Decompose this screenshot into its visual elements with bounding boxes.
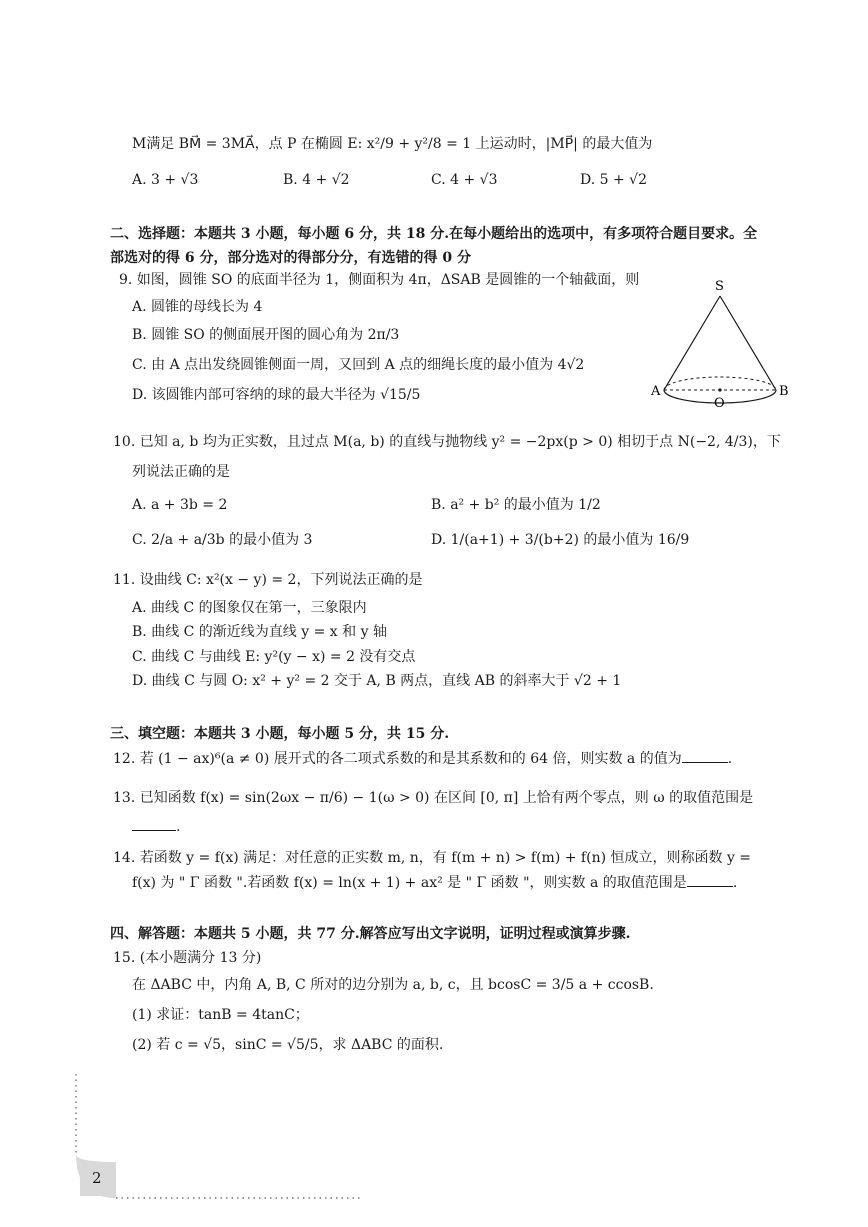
page-number: 2 [92, 1169, 102, 1187]
q14-line2 [132, 873, 737, 893]
q10-option-d: D. 1/(a+1) + 3/(b+2) 的最小值为 16/9 [431, 532, 690, 548]
q12-end: . [727, 751, 733, 767]
label-o: O [714, 396, 725, 411]
q14-line1: 14. 若函数 y = f(x) 满足：对任意的正实数 m, n，有 f(m + n) > f(m) + f(n) 恒成立，则称函数 y = [113, 850, 752, 866]
q15-stem: 在 ΔABC 中，内角 A, B, C 所对的边分别为 a, b, c，且 bcosC = 3/5 a + ccosB. [132, 977, 654, 993]
q9-option-a: A. 圆锥的母线长为 4 [132, 299, 263, 315]
q11-stem: 11. 设曲线 C: x²(x − y) = 2，下列说法正确的是 [113, 572, 423, 588]
q14-question-line2: f(x) 为 " Γ 函数 ".若函数 f(x) = ln(x + 1) + ax² 是 " Γ 函数 "，则实数 a 的取值范围是 [132, 875, 687, 891]
q9-stem: 9. 如图，圆锥 SO 的底面半径为 1，侧面积为 4π，ΔSAB 是圆锥的一个轴截面，则 [119, 272, 640, 288]
q14-end: . [732, 875, 738, 891]
q15-header: 15. (本小题满分 13 分) [113, 950, 262, 966]
page-corner-decoration [60, 1070, 380, 1210]
cone-base-back [664, 377, 776, 390]
label-a: A [651, 384, 661, 399]
q8-option-b: B. 4 + √2 [283, 172, 350, 188]
q10-stem-line1: 10. 已知 a, b 均为正实数，且过点 M(a, b) 的直线与抛物线 y² = −2px(p > 0) 相切于点 N(−2, 4/3)，下 [113, 434, 781, 450]
q8-stem: M满足 BM⃗ = 3MA⃗，点 P 在椭圆 E: x²/9 + y²/8 = 1 上运动时，|MP⃗| 的最大值为 [132, 136, 653, 152]
cone-right-slant [720, 296, 776, 390]
label-b: B [779, 384, 789, 399]
section4-heading: 四、解答题：本题共 5 小题，共 77 分.解答应写出文字说明，证明过程或演算步骤. [110, 926, 631, 942]
q13-answer-blank[interactable] [132, 818, 176, 831]
cone-figure [648, 278, 798, 418]
q13-answer-line [132, 817, 180, 837]
q10-option-b: B. a² + b² 的最小值为 1/2 [431, 497, 601, 513]
q15-part2: (2) 若 c = √5，sinC = √5/5，求 ΔABC 的面积. [132, 1037, 444, 1053]
q13-end: . [176, 819, 181, 835]
section2-heading-line2: 部选对的得 6 分，部分选对的得部分分，有选错的得 0 分 [110, 250, 471, 266]
label-s: S [715, 279, 724, 294]
q11-option-d: D. 曲线 C 与圆 O: x² + y² = 2 交于 A, B 两点，直线 AB 的斜率大于 √2 + 1 [132, 673, 622, 689]
q8-option-a: A. 3 + √3 [132, 172, 199, 188]
q14-answer-blank[interactable] [687, 874, 733, 887]
cone-left-slant [664, 296, 720, 390]
q10-stem-line2: 列说法正确的是 [132, 464, 230, 480]
q10-option-a: A. a + 3b = 2 [132, 497, 228, 513]
q13-text: 13. 已知函数 f(x) = sin(2ωx − π/6) − 1(ω > 0) 在区间 [0, π] 上恰有两个零点，则 ω 的取值范围是 [113, 790, 754, 806]
cone-center-dot [718, 388, 721, 391]
section3-heading: 三、填空题：本题共 3 小题，每小题 5 分，共 15 分. [110, 726, 450, 742]
q11-option-b: B. 曲线 C 的渐近线为直线 y = x 和 y 轴 [132, 624, 387, 640]
q9-option-b: B. 圆锥 SO 的侧面展开图的圆心角为 2π/3 [132, 327, 400, 343]
q11-option-c: C. 曲线 C 与曲线 E: y²(y − x) = 2 没有交点 [132, 649, 416, 665]
q11-option-a: A. 曲线 C 的图象仅在第一，三象限内 [132, 600, 367, 616]
q15-part1: (1) 求证：tanB = 4tanC； [132, 1007, 309, 1023]
q8-option-d: D. 5 + √2 [580, 172, 647, 188]
q12-text [113, 749, 732, 769]
q12-question: 12. 若 (1 − ax)⁶(a ≠ 0) 展开式的各二项式系数的和是其系数和的 64 倍，则实数 a 的值为 [113, 751, 682, 767]
q12-answer-blank[interactable] [682, 750, 728, 763]
q9-option-c: C. 由 A 点出发绕圆锥侧面一周，又回到 A 点的细绳长度的最小值为 4√2 [132, 357, 585, 373]
q9-option-d: D. 该圆锥内部可容纳的球的最大半径为 √15/5 [132, 387, 421, 403]
q10-option-c: C. 2/a + a/3b 的最小值为 3 [132, 532, 313, 548]
q8-option-c: C. 4 + √3 [431, 172, 498, 188]
section2-heading-line1: 二、选择题：本题共 3 小题，每小题 6 分，共 18 分.在每小题给出的选项中，有多项符合题目要求。全 [110, 226, 758, 242]
